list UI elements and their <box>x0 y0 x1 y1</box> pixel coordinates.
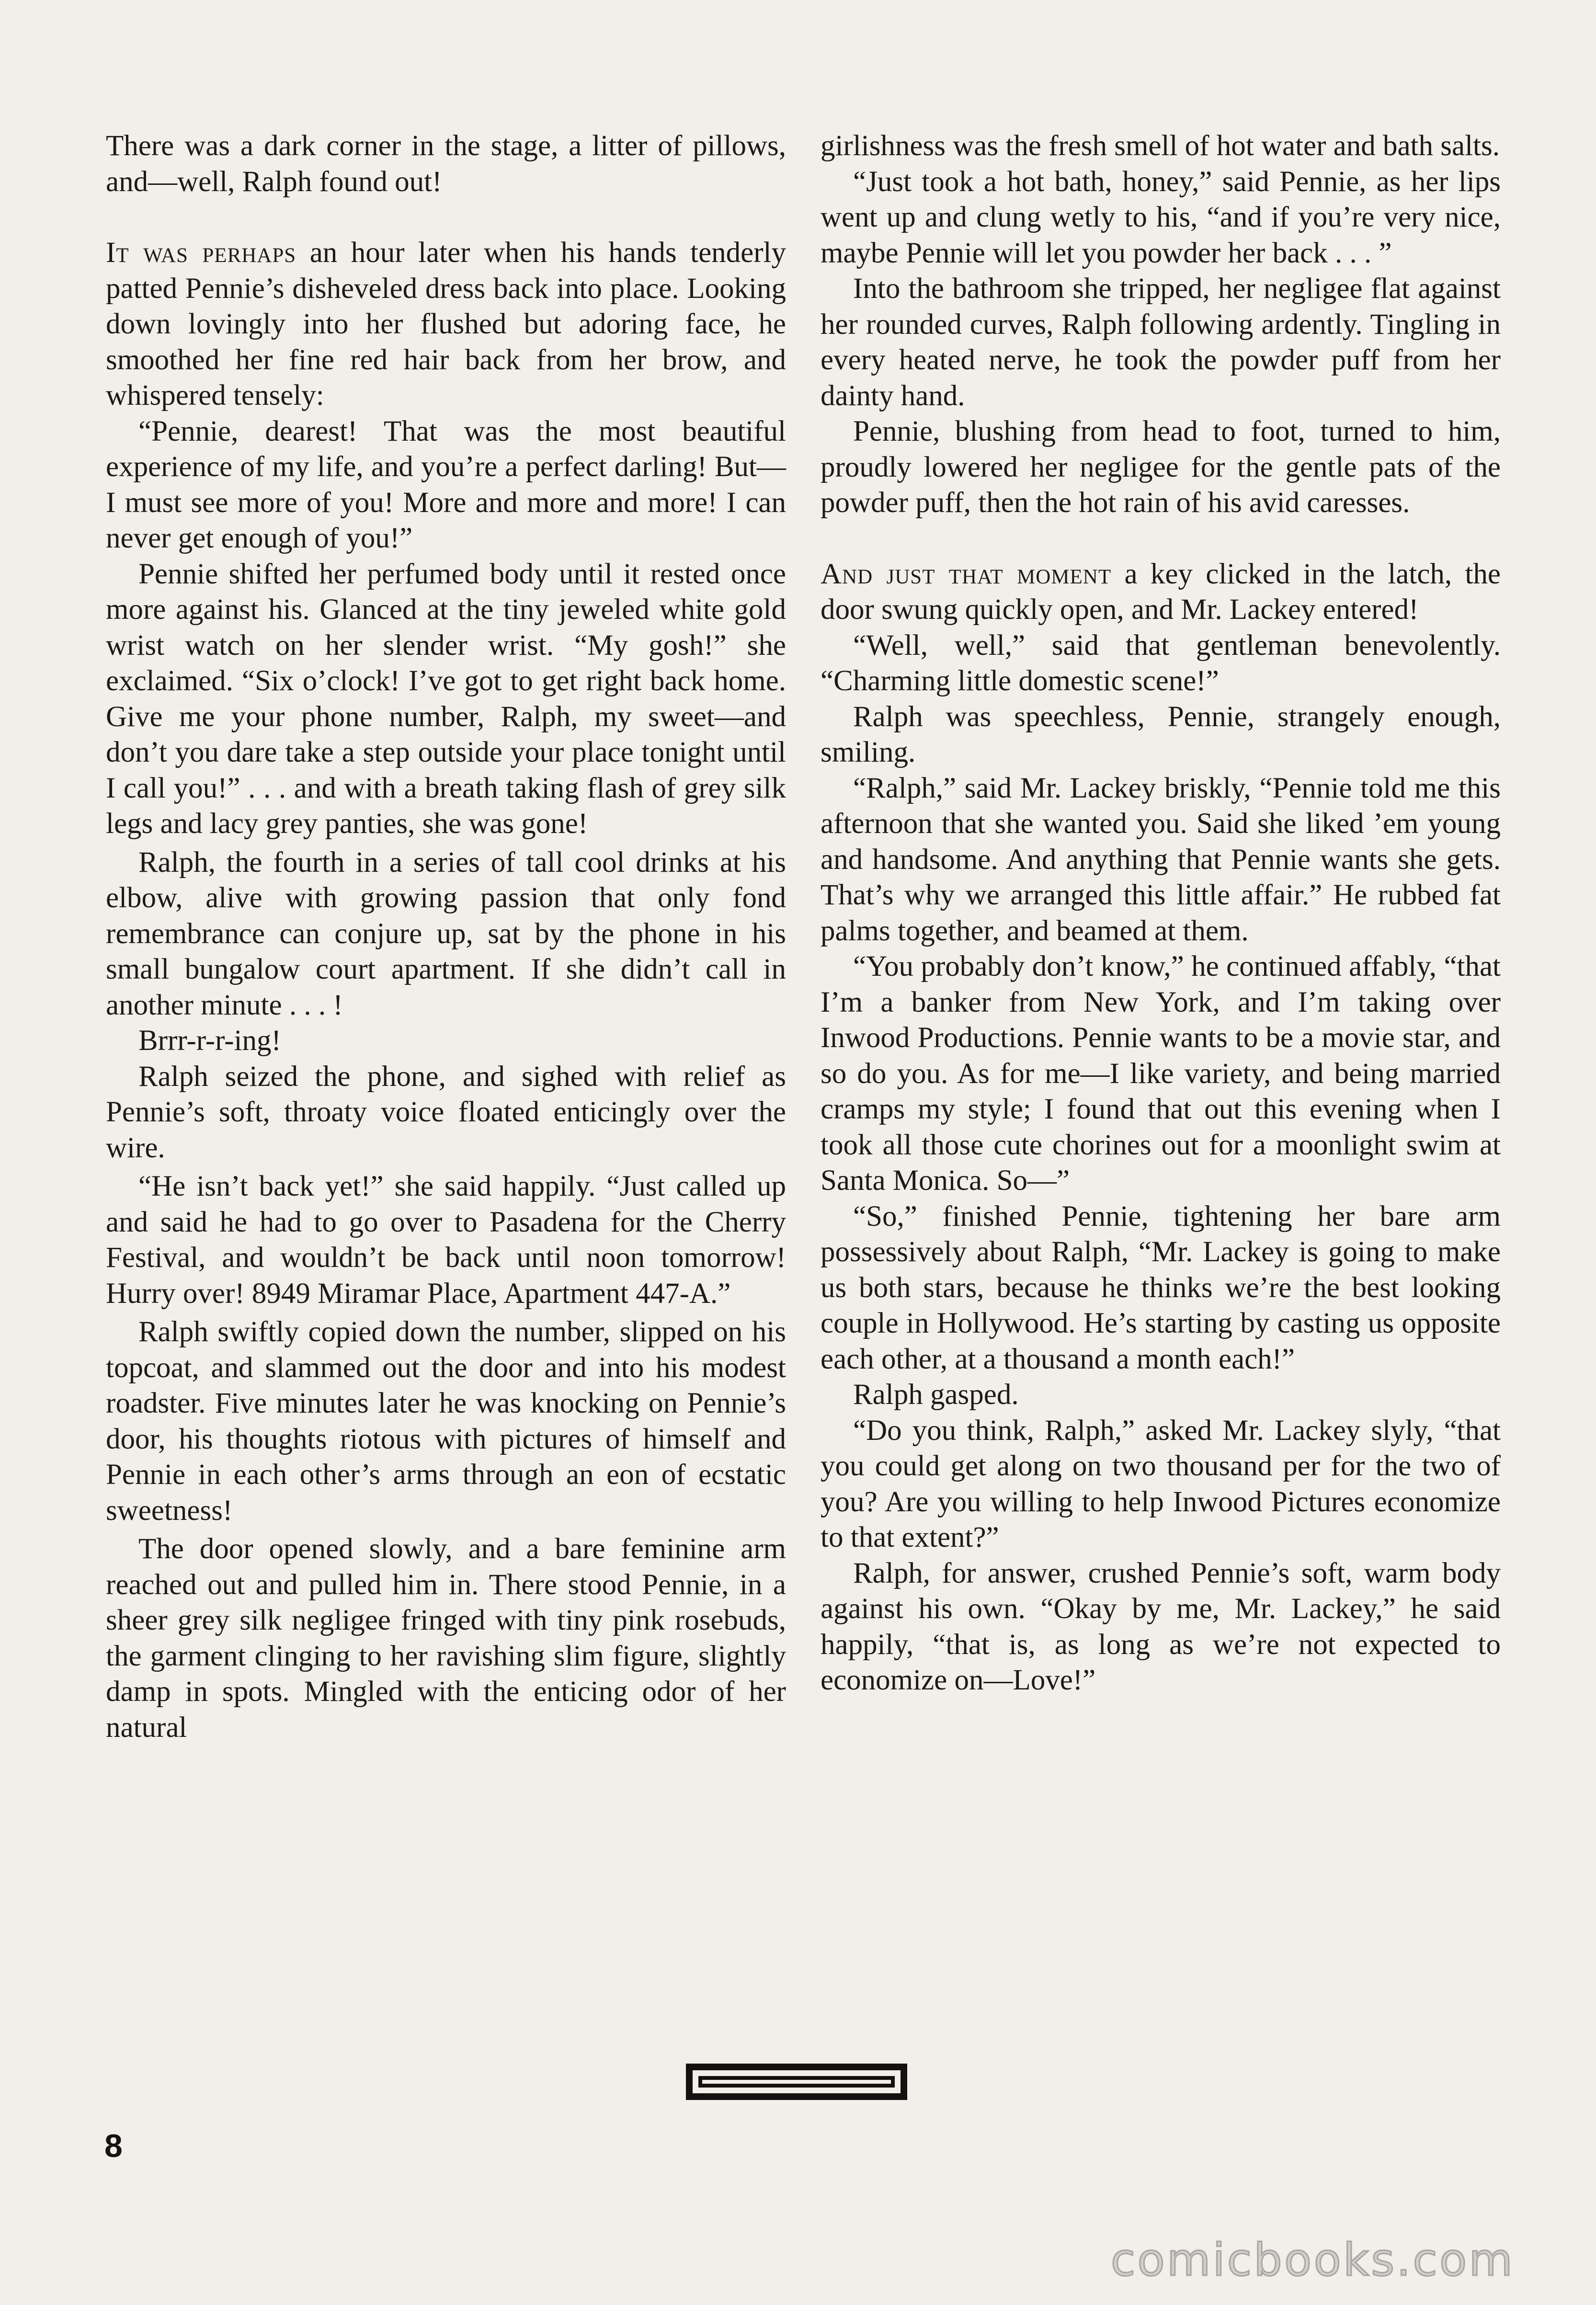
paragraph: Pennie, blushing from head to foot, turned to him, proudly lowered her negligee for the gentle pats of the powder puff, then the hot rain of his avid caresses. <box>821 415 1501 519</box>
paragraph: Ralph gasped. <box>853 1379 1019 1411</box>
paragraph: Ralph seized the phone, and sighed with relief as Pennie’s soft, throaty voice floated enticingly over the wire. <box>106 1060 786 1164</box>
paragraph: “You probably don’t know,” he continued affably, “that I’m a banker from New York, and I’m taking over Inwood Productions. Pennie wants to be a movie star, and so do you. As for me—I like variety, and being married cramps my style; I found that out this evening when I took all those cute chorines out for a moonlight swim at Santa Monica. So—” <box>821 950 1501 1197</box>
watermark: comicbooks.com <box>1110 2234 1515 2286</box>
paragraph: Ralph, for answer, crushed Pennie’s soft, warm body against his own. “Okay by me, Mr. Lackey,” he said happily, “that is, as long as we’re not expected to economize on—Love!” <box>821 1557 1501 1696</box>
paragraph: “He isn’t back yet!” she said happily. “Just called up and said he had to go over to Pasadena for the Cherry Festival, and wouldn’t be back until noon tomorrow! Hurry over! 8949 Miramar Place, Apartment 447-A.” <box>106 1170 786 1310</box>
left-text-column <box>106 128 786 1746</box>
paragraph: “So,” finished Pennie, tightening her bare arm possessively about Ralph, “Mr. Lackey is going to make us both stars, because he thinks we’re the best looking couple in Hollywood. He’s starting by casting us opposite each other, at a thousand a month each!” <box>821 1200 1501 1375</box>
paragraph: “Pennie, dearest! That was the most beautiful experience of my life, and you’re a perfect darling! But—I must see more of you! More and more and more! I can never get enough of you!” <box>106 415 786 554</box>
right-text-column <box>821 128 1501 1699</box>
paragraph: girlishness was the fresh smell of hot water and bath salts. <box>821 130 1500 162</box>
paragraph: Ralph swiftly copied down the number, slipped on his topcoat, and slammed out the door and into his modest roadster. Five minutes later he was knocking on Pennie’s door, his thoughts riotous with pictures of himself and Pennie in each other’s arms through an eon of ecstatic sweetness! <box>106 1316 786 1527</box>
paragraph: Into the bathroom she tripped, her negligee flat against her rounded curves, Ralph following ardently. Tingling in every heated nerve, he took the powder puff from her dainty hand. <box>821 273 1501 412</box>
paragraph: Ralph was speechless, Pennie, strangely enough, smiling. <box>821 700 1501 768</box>
paragraph-text: a key clicked in the latch, the door swung quickly open, and Mr. Lackey entered! <box>821 558 1501 626</box>
paragraph: “Just took a hot bath, honey,” said Pennie, as her lips went up and clung wetly to his, “and if you’re very nice, maybe Pennie will let you powder her back . . . ” <box>821 165 1501 269</box>
paragraph: There was a dark corner in the stage, a litter of pillows, and—well, Ralph found out! <box>106 130 786 198</box>
paragraph: “Do you think, Ralph,” asked Mr. Lackey slyly, “that you could get along on two thousand per for the two of you? Are you willing to help Inwood Pictures economize to that extent?” <box>821 1414 1501 1553</box>
paragraph: “Ralph,” said Mr. Lackey briskly, “Pennie told me this afternoon that she wanted you. Said she liked ’em young and handsome. And anything that Pennie wants she gets. That’s why we arranged this little affair.” He rubbed fat palms together, and beamed at them. <box>821 772 1501 947</box>
page-number: 8 <box>104 2128 123 2164</box>
paragraph-text: an hour later when his hands tenderly patted Pennie’s disheveled dress back into place. Looking down lovingly into her flushed but adoring face, he smoothed her fine red hair back from her brow, and whispered tensely: <box>106 237 786 411</box>
section-lead-in: And just that moment <box>821 558 1112 590</box>
section-lead-in: It was perhaps <box>106 237 296 269</box>
end-of-story-ornament <box>686 2064 907 2100</box>
paragraph: Pennie shifted her perfumed body until it rested once more against his. Glanced at the tiny jeweled white gold wrist watch on her slender wrist. “My gosh!” she exclaimed. “Six o’clock! I’ve got to get right back home. Give me your phone number, Ralph, my sweet—and don’t you dare take a step outside your place tonight until I call you!” . . . and with a breath taking flash of grey silk legs and lacy grey panties, she was gone! <box>106 558 786 840</box>
paragraph: Ralph, the fourth in a series of tall cool drinks at his elbow, alive with growing passion that only fond remembrance can conjure up, sat by the phone in his small bungalow court apartment. If she didn’t call in another minute . . . ! <box>106 846 786 1021</box>
paragraph: Brrr-r-r-ing! <box>138 1025 281 1057</box>
section-break-paragraph <box>106 235 786 414</box>
paragraph: The door opened slowly, and a bare feminine arm reached out and pulled him in. There stood Pennie, in a sheer grey silk negligee fringed with tiny pink rosebuds, the garment clinging to her ravishing slim figure, slightly damp in spots. Mingled with the enticing odor of her natural <box>106 1533 786 1744</box>
paragraph: “Well, well,” said that gentleman benevolently. “Charming little domestic scene!” <box>821 629 1501 697</box>
section-break-paragraph <box>821 557 1501 628</box>
